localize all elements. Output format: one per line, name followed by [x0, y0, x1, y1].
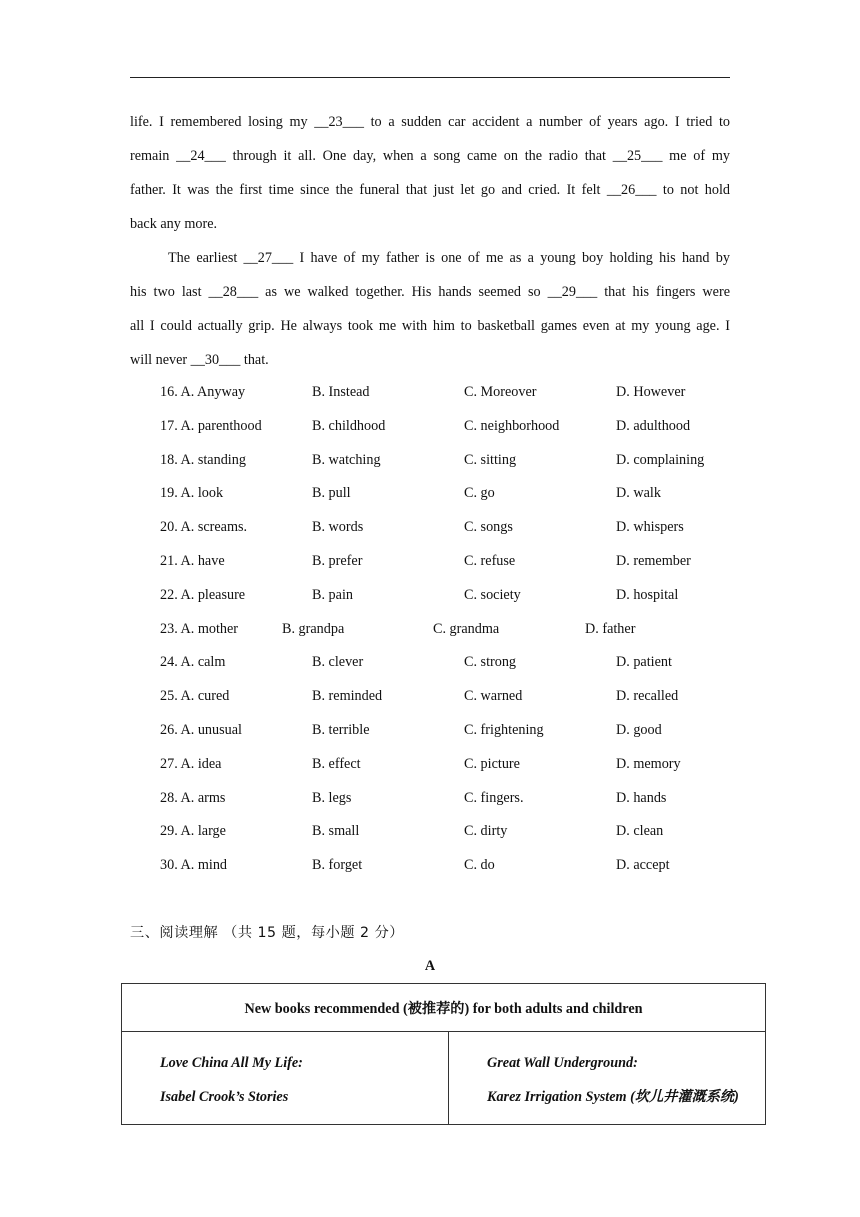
option-a: 22. A. pleasure — [160, 586, 246, 603]
option-row — [160, 652, 760, 686]
option-d: D. father — [585, 620, 636, 637]
option-a: 19. A. look — [160, 485, 224, 502]
option-a: 26. A. unusual — [160, 721, 242, 738]
option-c: C. picture — [464, 755, 520, 772]
option-d: D. good — [616, 721, 662, 738]
option-b: B. grandpa — [282, 620, 345, 637]
option-row — [160, 855, 760, 889]
option-c: C. songs — [464, 519, 513, 536]
section-heading: 三、阅读理解 （共 15 题，每小题 2 分） — [130, 925, 404, 941]
option-b: B. reminded — [312, 688, 383, 705]
option-row — [160, 517, 760, 551]
books-table — [121, 983, 766, 1125]
option-c: C. go — [464, 485, 495, 502]
option-row — [160, 382, 760, 416]
option-row — [160, 619, 760, 653]
passage-line: his two last __28___ as we walked together. His hands seemed so __29___ that his fingers were — [130, 284, 730, 300]
option-d: D. memory — [616, 755, 681, 772]
option-c: C. Moreover — [464, 384, 537, 400]
option-b: B. pull — [312, 485, 351, 502]
option-d: D. walk — [616, 485, 661, 502]
option-a: 20. A. screams. — [160, 519, 248, 536]
books-table-header: New books recommended (被推荐的) for both adults and children — [122, 984, 766, 1032]
option-a: 18. A. standing — [160, 451, 246, 468]
option-a: 28. A. arms — [160, 789, 226, 806]
option-a: 29. A. large — [160, 823, 226, 840]
option-b: B. prefer — [312, 552, 363, 569]
passage-label-a: A — [424, 958, 436, 974]
passage-line: back any more. — [130, 216, 218, 232]
option-b: B. effect — [312, 755, 361, 772]
option-b: B. forget — [312, 857, 363, 874]
option-c: C. frightening — [464, 721, 544, 738]
option-row — [160, 551, 760, 585]
option-c: C. neighborhood — [464, 417, 560, 434]
option-c: C. sitting — [464, 451, 517, 468]
option-d: D. However — [616, 384, 686, 400]
option-row — [160, 754, 760, 788]
option-b: B. clever — [312, 654, 364, 671]
option-d: D. accept — [616, 857, 670, 874]
book-cell-right — [449, 1032, 766, 1125]
option-row — [160, 720, 760, 754]
header-rule — [130, 77, 730, 78]
option-b: B. words — [312, 519, 364, 536]
book-left-subtitle: Isabel Crook’s Stories — [160, 1089, 289, 1105]
option-d: D. hospital — [616, 586, 679, 603]
option-a: 23. A. mother — [160, 620, 239, 637]
option-a: 16. A. Anyway — [160, 384, 246, 400]
passage — [130, 112, 730, 384]
passage-line: will never __30___ that. — [130, 352, 269, 368]
passage-line: remain __24___ through it all. One day, when a song came on the radio that __25___ me of my — [130, 148, 730, 164]
option-c: C. grandma — [433, 620, 500, 637]
option-b: B. legs — [312, 789, 352, 806]
option-row — [160, 483, 760, 517]
answer-options — [160, 382, 760, 889]
option-d: D. whispers — [616, 519, 684, 536]
option-c: C. strong — [464, 654, 517, 671]
passage-line: The earliest __27___ I have of my father is one of me as a young boy holding his hand by — [168, 250, 730, 266]
option-row — [160, 821, 760, 855]
option-a: 24. A. calm — [160, 654, 226, 671]
option-row — [160, 686, 760, 720]
option-b: B. watching — [312, 451, 381, 468]
book-cell-left — [122, 1032, 449, 1125]
option-d: D. hands — [616, 789, 667, 806]
option-row — [160, 450, 760, 484]
option-c: C. fingers. — [464, 789, 524, 806]
option-row — [160, 416, 760, 450]
option-b: B. pain — [312, 586, 353, 603]
book-right-subtitle: Karez Irrigation System (坎儿井灌溉系统) — [487, 1089, 739, 1105]
option-c: C. warned — [464, 688, 523, 705]
option-c: C. refuse — [464, 552, 516, 569]
option-b: B. Instead — [312, 384, 370, 400]
passage-line: life. I remembered losing my __23___ to a sudden car accident a number of years ago. I tried to — [130, 114, 730, 130]
option-a: 21. A. have — [160, 552, 225, 569]
option-c: C. dirty — [464, 823, 508, 840]
option-b: B. childhood — [312, 417, 386, 434]
option-row — [160, 585, 760, 619]
option-d: D. remember — [616, 552, 691, 569]
option-a: 25. A. cured — [160, 688, 230, 705]
option-row — [160, 788, 760, 822]
option-a: 17. A. parenthood — [160, 417, 262, 434]
option-d: D. adulthood — [616, 417, 691, 434]
option-d: D. clean — [616, 823, 664, 840]
book-left-title: Love China All My Life: — [160, 1055, 303, 1071]
option-d: D. complaining — [616, 451, 705, 468]
option-b: B. small — [312, 823, 360, 840]
passage-line: father. It was the first time since the funeral that just let go and cried. It felt __26___ to not hold — [130, 182, 730, 198]
option-d: D. patient — [616, 654, 672, 671]
option-c: C. society — [464, 586, 521, 603]
option-d: D. recalled — [616, 688, 679, 705]
option-b: B. terrible — [312, 721, 370, 738]
option-a: 30. A. mind — [160, 857, 228, 874]
book-right-title: Great Wall Underground: — [487, 1055, 638, 1071]
option-c: C. do — [464, 857, 495, 874]
passage-line: all I could actually grip. He always took me with him to basketball games even at my young age. I — [130, 318, 730, 334]
option-a: 27. A. idea — [160, 755, 222, 772]
